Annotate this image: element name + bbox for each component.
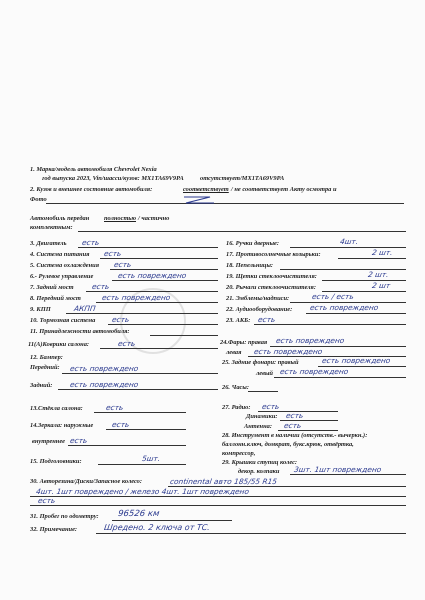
item-12-front-line — [62, 373, 218, 374]
item-22-line — [306, 313, 406, 314]
item-30-line2 — [30, 496, 406, 497]
item-8-value: есть повреждено — [101, 293, 171, 302]
item-24-headlights: 24.Фары: правая — [220, 339, 268, 346]
item-30-value-line1: continental авто 185/55 R15 — [169, 477, 278, 486]
item-28-tools: 28. Инструмент в наличии (отсутств.- вычеркн.): — [222, 432, 368, 439]
item-24-left-value: есть повреждено — [253, 347, 323, 356]
item-4-fuel: 4. Система питания — [30, 251, 90, 258]
item-12-front-value: есть повреждено — [69, 364, 139, 373]
body-condition-selected: соответствует — [183, 186, 229, 193]
item-19-line — [322, 280, 406, 281]
item-16-value: 4шт. — [339, 237, 359, 246]
item-18-ashtrays: 18. Пепельницы: — [226, 262, 274, 269]
item-30-value-line3: есть — [37, 496, 56, 505]
item-13-windows: 13.Стёкла салона: — [30, 405, 83, 412]
item-17-sun-visors: 17. Противосолнечные козырьки: — [226, 251, 321, 258]
item-12-rear-value: есть повреждено — [69, 380, 139, 389]
item-31-line — [112, 520, 232, 521]
item-31-value: 96526 км — [117, 509, 160, 519]
item-19-wiper-blades: 19. Щетки стеклоочистителя: — [226, 273, 317, 280]
item-15-line — [98, 464, 186, 465]
item-27-radio: 27. Радио: — [222, 404, 251, 411]
complete-line — [78, 231, 406, 232]
photo-line — [46, 203, 404, 204]
item-14-outer-value: есть — [111, 420, 130, 429]
item-22-audio: 22. Аудиооборудование: — [226, 306, 293, 313]
item-9-line — [66, 313, 218, 314]
item-10-line — [108, 324, 218, 325]
item-11a-line — [100, 348, 218, 349]
item-29-decor-caps: декор. колпаки — [238, 468, 280, 475]
item-12-rear-label: Задний: — [30, 382, 53, 389]
item-14-outer-line — [106, 429, 186, 430]
item-13-value: есть — [105, 403, 124, 412]
item-10-value: есть — [111, 315, 130, 324]
item-23-battery: 23. АКБ: — [226, 317, 251, 324]
item-23-value: есть — [257, 315, 276, 324]
item-24-right-value: есть повреждено — [275, 336, 345, 345]
item-7-rear-axle: 7. Задний мост — [30, 284, 74, 291]
item-16-door-handles: 16. Ручки дверные: — [226, 240, 279, 247]
item-15-headrests: 15. Подголовники: — [30, 458, 82, 465]
item-4-value: есть — [103, 249, 122, 258]
item-27-antenna-line — [278, 430, 338, 431]
item-21-emblems: 21. Эмблемы/надписи: — [226, 295, 290, 302]
item-25-taillights: 25. Задние фонари: правый — [222, 359, 299, 366]
item-24-left-label: левая — [226, 349, 242, 356]
item-15-value: 5шт. — [141, 454, 161, 463]
item-29-value: 3шт. 1шт повреждено — [293, 465, 382, 474]
item-14-inner-label: внутреннее — [32, 438, 66, 445]
complete-label: комплектным: — [30, 224, 73, 231]
item-3-line — [78, 247, 218, 248]
item-9-gearbox: 9. КПП — [30, 306, 51, 313]
item-21-value: есть / есть — [311, 292, 355, 301]
item-11-accessories: 11. Принадлежности автомобиля: — [30, 328, 130, 335]
item-7-value: есть — [91, 282, 110, 291]
item-19-value: 2 шт. — [367, 270, 390, 279]
item-14-inner-value: есть — [69, 436, 88, 445]
car-year-vin-line: год выпуска 2023, Vin/шасси/кузов: MX1TA69V9PA — [42, 175, 184, 182]
item-6-steering: 6.- Рулевое управление — [30, 273, 94, 280]
body-condition-alt: / не соответствует Акту осмотра и — [231, 186, 337, 193]
item-3-value: есть — [81, 238, 100, 247]
item-11a-mats: 11(А)Коврики салона: — [28, 341, 90, 348]
item-5-value: есть — [113, 260, 132, 269]
item-25-left-value: есть повреждено — [279, 367, 349, 376]
car-vin-alt: отсутствует/MX1TA69V9PA — [200, 175, 285, 182]
car-model-line: 1. Марка/модель автомобиля Chevrolet Nexia — [30, 166, 157, 173]
item-32-value: Шредено. 2 ключа от ТС. — [103, 523, 211, 532]
item-30-tires: 30. Автoрезина/Диски/Запасное колесо: — [30, 478, 142, 485]
item-12-rear-line — [58, 389, 218, 390]
item-7-line — [86, 291, 218, 292]
item-27-value: есть — [261, 402, 280, 411]
item-8-front-axle: 8. Передний мост — [30, 295, 81, 302]
item-17-line — [338, 258, 406, 259]
item-27-speakers-value: есть — [285, 411, 304, 420]
item-29-hub-caps: 29. Крышки ступиц колес: — [222, 459, 298, 466]
item-27-speakers: Динамики: — [246, 413, 278, 420]
body-condition-label: 2. Кузов и внешнее состояние автомобиля: — [30, 186, 153, 193]
item-25-left-line — [274, 377, 406, 378]
item-28-tools-list: баллонн.ключ, домкрат, букс.крюк, отвёртка, — [222, 441, 354, 448]
item-4-line — [100, 258, 218, 259]
item-30-value-line2: 4шт. 1шт повреждено / железо 4шт. 1шт повреждено — [35, 487, 250, 496]
item-25-right-value: есть повреждено — [321, 356, 391, 365]
item-14-inner-line — [68, 445, 186, 446]
item-28-compressor: компрессор, — [222, 450, 256, 457]
item-3-engine: 3. Двигатель — [30, 240, 67, 247]
item-11a-value: есть — [117, 339, 136, 348]
item-5-cooling: 5. Система охлаждения — [30, 262, 100, 269]
item-14-mirrors: 14.Зеркала: наружные — [30, 422, 94, 429]
item-6-value: есть повреждено — [117, 271, 187, 280]
item-31-odometer: 31. Пробег по одометру: — [30, 513, 99, 520]
item-8-line — [96, 302, 218, 303]
transfer-label: Автомобиль передан — [30, 215, 90, 222]
item-12-bumper: 12. Бампер: — [30, 354, 63, 361]
item-26-line — [248, 391, 278, 392]
item-12-front-label: Передний: — [30, 364, 60, 371]
item-29-line — [290, 474, 406, 475]
item-30-line3 — [30, 505, 406, 506]
handwritten-z-mark — [180, 195, 220, 205]
item-17-value: 2 шт. — [371, 248, 394, 257]
item-32-line — [96, 533, 406, 534]
item-9-value: АКПП — [73, 304, 97, 313]
item-27-antenna: Антенна: — [244, 423, 272, 430]
item-26-clock: 26. Часы: — [222, 384, 249, 391]
transfer-full: полностью — [104, 215, 137, 222]
item-32-notes: 32. Примечание: — [30, 526, 78, 533]
item-23-line — [254, 324, 406, 325]
item-5-line — [110, 269, 218, 270]
item-13-line — [94, 412, 186, 413]
photo-label: Фото — [30, 196, 47, 203]
transfer-partial: / частично — [138, 215, 170, 222]
item-25-left-label: левый — [256, 370, 273, 377]
item-11-line — [150, 335, 218, 336]
item-22-value: есть повреждено — [309, 303, 379, 312]
item-27-antenna-value: есть — [283, 421, 302, 430]
item-20-wiper-arms: 20. Рычаги стеклоочистителя: — [226, 284, 316, 291]
item-6-line — [112, 280, 218, 281]
item-20-value: 2 шт — [371, 281, 391, 290]
item-10-brakes: 10. Тормозная система — [30, 317, 96, 324]
